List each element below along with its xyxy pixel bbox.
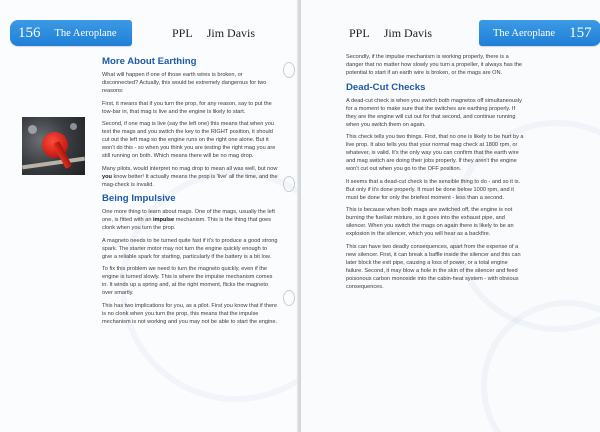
header-author: Jim Davis [206, 26, 256, 40]
paragraph: This has two implications for you, as a pilot. First you know that if there is no clonk when you turn the prop, this means that the impulse mechanism is not working and you may not be able to start the engine. [102, 302, 278, 325]
background-watermark [481, 300, 600, 432]
paragraph: A magneto needs to be turned quite fast if it's to produce a good strong spark. The starter motor may not turn the engine quickly enough to give a reliable spark for starting, particularly if the battery is a bit low. [102, 237, 278, 260]
binding-ring [283, 290, 295, 306]
right-section-title: The Aeroplane [493, 27, 556, 39]
paragraph: This can have two deadly consequences, apart from the expense of a new silencer. First, it can break a baffle inside the silencer and this can later block the exit pipe, causing a loss of power, or a total engine failure. Second, it may blow a hole in the skin of the silencer and feed poisonous carbon monoxide into the cabin-heat system - with obvious consequences. [346, 243, 521, 290]
left-section-title: The Aeroplane [54, 27, 117, 39]
paragraph: A dead-cut check is when you switch both magnetos off simultaneously for a moment to make sure that the switches are earthing properly. If they are the engine will cut out for that second, and continue running when you switch them on again. [346, 97, 522, 128]
paragraph: Secondly, if the impulse mechanism is working properly, there is a danger that no matter how slowly you turn a propeller, it always has the potential to start if an earth wire is broken, or the mags are ON. [346, 54, 522, 76]
paragraph: Second, if one mag is live (say the left one) this means that when you test the mags and you switch the key to the RIGHT position, it should cut out the left mag so the engine runs on the right one alone. But it won't do this - so when you think you are testing the right mag you are still running on both. Which means there will be no mag drop. [102, 121, 276, 159]
heading-being-impulsive: Being Impulsive [102, 193, 176, 204]
paragraph: To fix this problem we need to turn the magneto quickly, even if the engine is turned slowly. This is where the impulse mechanism comes in. It winds up a spring and, at the right moment, flicks the magneto over smartly. [102, 266, 273, 296]
right-text-column [346, 53, 524, 295]
magneto-photo [22, 117, 85, 175]
header-ppl: PPL [172, 26, 193, 40]
left-page [0, 0, 299, 432]
heading-more-about-earthing: More About Earthing [102, 56, 197, 67]
right-page-tab [479, 20, 600, 46]
left-text-column [102, 52, 278, 330]
binding-ring [283, 176, 295, 192]
paragraph: Many pilots, would interpret no mag drop to mean all was well, but now you know better! It actually means the prop is 'live' all the time, and the mag-check is invalid. [102, 165, 278, 188]
left-page-tab [10, 20, 132, 46]
heading-dead-cut-checks: Dead-Cut Checks [346, 81, 426, 93]
right-running-header [349, 26, 446, 41]
paragraph: One more thing to learn about mags. One of the mags, usually the left one, is fitted with an impulse mechanism. This is the thing that goes clonk when you turn the prop. [102, 209, 275, 231]
paragraph: First, it means that if you turn the prop, for any reason, say to put the tow-bar in, that mag is live and the engine is likely to start. [102, 100, 272, 115]
paragraph: It seems that a dead-cut check is the sensible thing to do - and so it is. But only if it's done properly. It must be done below 1000 rpm, and it must be done for only the briefest moment - less than a second. [346, 178, 521, 201]
header-author: Jim Davis [383, 26, 433, 40]
header-ppl: PPL [349, 26, 370, 40]
paragraph: What will happen if one of those earth wires is broken, or disconnected? Actually, this would be extremely dangerous for two reasons: [102, 72, 267, 94]
left-running-header [172, 26, 269, 41]
binding-ring [283, 62, 295, 78]
right-page-number: 157 [569, 24, 592, 41]
left-page-number: 156 [18, 24, 41, 41]
paragraph: This check tells you two things. First, that no one is likely to be hurt by a live prop. It also tells you that your normal mag check at 1800 rpm, or whatever, is valid. It's the only way you can confirm that the earth wire and mag switch are doing their jobs properly. If they aren't the engine won't cut out when you go to the OFF position. [346, 134, 524, 172]
right-page [301, 0, 600, 432]
paragraph: This is because when both mags are switched off, the engine is not burning the fuel/air mixture, so it goes into the exhaust pipe, and silencer. When you switch the mags on again there is likely to be an explosion in the silencer, which you will hear as a backfire. [346, 207, 514, 237]
